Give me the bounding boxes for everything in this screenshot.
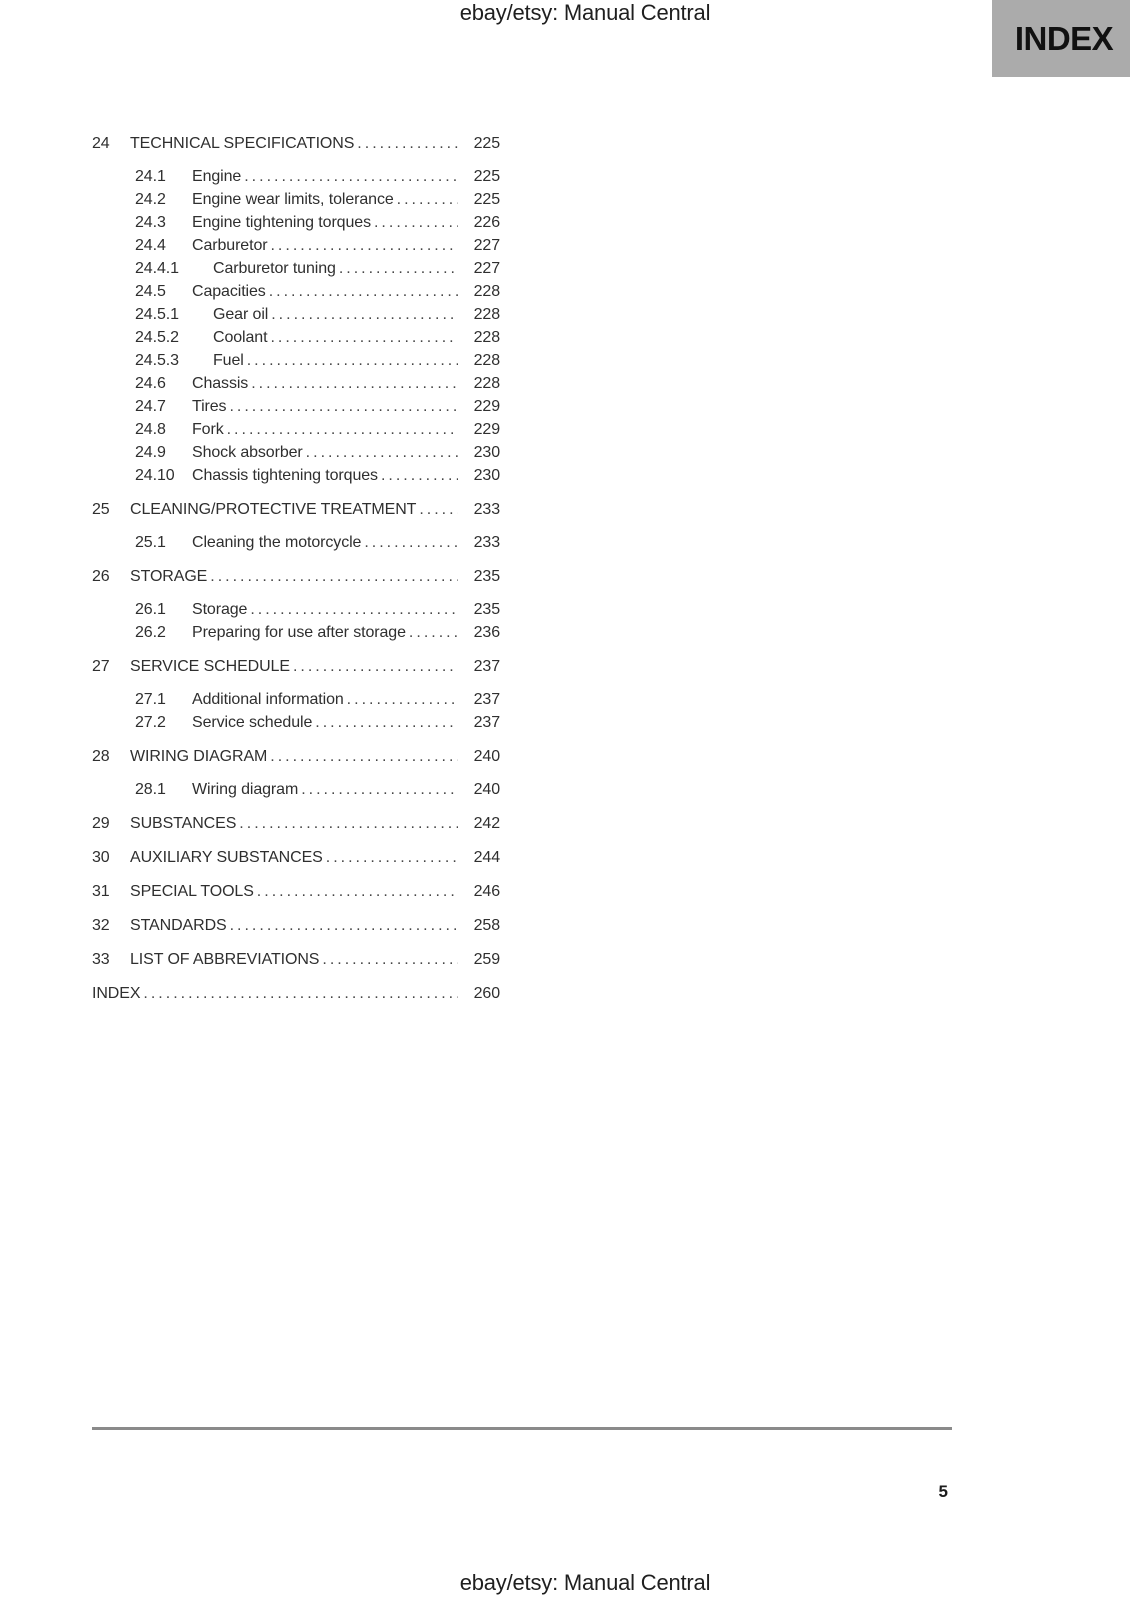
- toc-entry: [92, 498, 500, 521]
- toc-entry-number: 25.1: [135, 534, 166, 551]
- toc-entry: [92, 565, 500, 588]
- toc-entry-title: STORAGE: [130, 568, 208, 585]
- toc-entry-page: 226: [473, 214, 500, 231]
- toc-entry-title: Fork: [192, 421, 224, 438]
- toc-leader-dots: [315, 711, 458, 734]
- toc-leader-dots: [270, 326, 458, 349]
- toc-entry-title: Storage: [192, 601, 248, 618]
- toc-entry: [92, 188, 500, 211]
- toc-entry-number: 28.1: [135, 781, 166, 798]
- toc-entry: [92, 211, 500, 234]
- toc-entry: [92, 880, 500, 903]
- toc-entry-title: Chassis: [192, 375, 249, 392]
- toc-entry-page: 228: [473, 283, 500, 300]
- toc-leader-dots: [271, 303, 458, 326]
- toc-leader-dots: [326, 846, 458, 869]
- toc-entry-number: 24.5: [135, 283, 166, 300]
- toc-entry-title: INDEX: [92, 985, 141, 1002]
- toc-entry: [92, 948, 500, 971]
- toc-entry-page: 225: [473, 191, 500, 208]
- toc-entry-number: 26.1: [135, 601, 166, 618]
- toc-entry: [92, 745, 500, 768]
- toc-entry-number: 32: [92, 917, 110, 934]
- toc-entry: [92, 372, 500, 395]
- toc-entry-number: 29: [92, 815, 110, 832]
- toc-entry-page: 233: [473, 534, 500, 551]
- toc-entry-title: Wiring diagram: [192, 781, 299, 798]
- toc-entry: [92, 418, 500, 441]
- toc-entry-number: 27.1: [135, 691, 166, 708]
- toc-entry-number: 24.4.1: [135, 260, 179, 277]
- toc-entry-title: Cleaning the motorcycle: [192, 534, 362, 551]
- toc-entry-number: 24: [92, 135, 110, 152]
- toc-entry-page: 235: [473, 568, 500, 585]
- toc-leader-dots: [143, 982, 458, 1005]
- toc-entry-number: 24.1: [135, 168, 166, 185]
- toc-entry-page: 258: [473, 917, 500, 934]
- toc-entry-title: Shock absorber: [192, 444, 303, 461]
- toc-entry-title: Capacities: [192, 283, 266, 300]
- toc-leader-dots: [229, 395, 458, 418]
- index-tab-label: INDEX: [1014, 19, 1114, 57]
- toc-leader-dots: [306, 441, 458, 464]
- toc-leader-dots: [227, 418, 458, 441]
- toc-leader-dots: [322, 948, 458, 971]
- toc-entry-title: Fuel: [213, 352, 244, 369]
- toc-entry-title: Carburetor tuning: [213, 260, 336, 277]
- toc-leader-dots: [293, 655, 458, 678]
- toc-leader-dots: [251, 372, 458, 395]
- toc-entry: [92, 441, 500, 464]
- toc-entry-number: 24.9: [135, 444, 166, 461]
- toc-entry-title: SUBSTANCES: [130, 815, 237, 832]
- toc-entry-page: 227: [473, 260, 500, 277]
- header-watermark: ebay/etsy: Manual Central: [459, 0, 711, 25]
- toc-entry-title: LIST OF ABBREVIATIONS: [130, 951, 320, 968]
- toc-leader-dots: [230, 914, 458, 937]
- toc-entry-number: 27: [92, 658, 110, 675]
- toc-entry-page: 228: [473, 329, 500, 346]
- toc-entry-number: 24.6: [135, 375, 166, 392]
- toc-entry-number: 24.8: [135, 421, 166, 438]
- toc-entry: [92, 326, 500, 349]
- toc-entry-title: Chassis tightening torques: [192, 467, 378, 484]
- toc-entry-number: 24.10: [135, 467, 175, 484]
- toc-entry: [92, 132, 500, 155]
- toc-leader-dots: [374, 211, 458, 234]
- toc-entry-title: TECHNICAL SPECIFICATIONS: [130, 135, 355, 152]
- toc-entry-page: 240: [473, 781, 500, 798]
- toc-entry-page: 237: [473, 714, 500, 731]
- toc-entry-number: 28: [92, 748, 110, 765]
- toc-entry-page: 225: [473, 168, 500, 185]
- toc-entry-page: 230: [473, 444, 500, 461]
- footer-divider: [92, 1427, 952, 1430]
- toc-entry-page: 228: [473, 375, 500, 392]
- toc-entry-number: 31: [92, 883, 110, 900]
- toc-leader-dots: [270, 745, 458, 768]
- toc-entry-page: 237: [473, 658, 500, 675]
- toc-leader-dots: [339, 257, 458, 280]
- toc-entry: [92, 280, 500, 303]
- toc-entry: [92, 531, 500, 554]
- toc-entry-title: WIRING DIAGRAM: [130, 748, 268, 765]
- index-tab: [992, 0, 1130, 77]
- toc-leader-dots: [210, 565, 458, 588]
- toc-entry-page: 227: [473, 237, 500, 254]
- toc-entry-page: 260: [473, 985, 500, 1002]
- toc-entry-title: CLEANING/PROTECTIVE TREATMENT: [130, 501, 417, 518]
- toc-entry-number: 24.3: [135, 214, 166, 231]
- toc-entry-number: 25: [92, 501, 110, 518]
- toc-leader-dots: [419, 498, 458, 521]
- toc-entry-page: 228: [473, 352, 500, 369]
- toc-entry: [92, 303, 500, 326]
- toc-entry: [92, 846, 500, 869]
- toc-entry-title: Additional information: [192, 691, 344, 708]
- toc-entry-page: 244: [473, 849, 500, 866]
- toc-entry-page: 228: [473, 306, 500, 323]
- toc-leader-dots: [270, 234, 458, 257]
- toc-entry: [92, 655, 500, 678]
- toc-leader-dots: [250, 598, 458, 621]
- toc-entry-title: Tires: [192, 398, 227, 415]
- toc-entry-page: 236: [473, 624, 500, 641]
- toc-entry: [92, 914, 500, 937]
- toc-entry: [92, 711, 500, 734]
- toc-entry: [92, 464, 500, 487]
- toc-leader-dots: [257, 880, 458, 903]
- toc-entry-title: SPECIAL TOOLS: [130, 883, 254, 900]
- toc-entry-page: 230: [473, 467, 500, 484]
- toc-entry-title: Carburetor: [192, 237, 268, 254]
- toc-entry-page: 242: [473, 815, 500, 832]
- toc-leader-dots: [269, 280, 458, 303]
- toc-entry-title: Engine wear limits, tolerance: [192, 191, 394, 208]
- toc-leader-dots: [247, 349, 458, 372]
- toc-entry-page: 237: [473, 691, 500, 708]
- toc-entry: [92, 982, 500, 1005]
- toc-entry: [92, 257, 500, 280]
- footer-watermark: ebay/etsy: Manual Central: [459, 1570, 711, 1595]
- toc-entry-number: 24.7: [135, 398, 166, 415]
- toc-entry: [92, 395, 500, 418]
- toc-entry-number: 24.5.3: [135, 352, 179, 369]
- toc-entry-page: 229: [473, 398, 500, 415]
- toc-leader-dots: [301, 778, 458, 801]
- toc-entry: [92, 234, 500, 257]
- toc-entry-number: 24.2: [135, 191, 166, 208]
- toc-entry-number: 24.4: [135, 237, 166, 254]
- toc-entry-title: Service schedule: [192, 714, 313, 731]
- toc-entry: [92, 165, 500, 188]
- toc-leader-dots: [409, 621, 458, 644]
- toc-entry-title: Engine: [192, 168, 242, 185]
- toc-entry-title: AUXILIARY SUBSTANCES: [130, 849, 323, 866]
- toc-leader-dots: [397, 188, 458, 211]
- toc-entry-title: STANDARDS: [130, 917, 227, 934]
- toc-entry-title: Coolant: [213, 329, 268, 346]
- table-of-contents: [0, 0, 500, 1005]
- toc-leader-dots: [239, 812, 458, 835]
- toc-entry-number: 27.2: [135, 714, 166, 731]
- toc-entry: [92, 812, 500, 835]
- toc-entry-number: 26.2: [135, 624, 166, 641]
- toc-entry-page: 233: [473, 501, 500, 518]
- toc-entry-title: Gear oil: [213, 306, 269, 323]
- toc-leader-dots: [357, 132, 458, 155]
- toc-entry-title: Preparing for use after storage: [192, 624, 406, 641]
- toc-leader-dots: [381, 464, 458, 487]
- toc-entry: [92, 349, 500, 372]
- toc-leader-dots: [347, 688, 458, 711]
- toc-entry: [92, 688, 500, 711]
- page-number: 5: [938, 1482, 948, 1501]
- toc-entry: [92, 778, 500, 801]
- toc-entry-number: 26: [92, 568, 110, 585]
- toc-entry-number: 33: [92, 951, 110, 968]
- toc-entry-page: 235: [473, 601, 500, 618]
- toc-entry-page: 225: [473, 135, 500, 152]
- toc-entry-number: 30: [92, 849, 110, 866]
- toc-leader-dots: [244, 165, 458, 188]
- toc-entry-page: 246: [473, 883, 500, 900]
- toc-leader-dots: [364, 531, 458, 554]
- toc-entry: [92, 621, 500, 644]
- toc-entry-title: Engine tightening torques: [192, 214, 371, 231]
- toc-entry-title: SERVICE SCHEDULE: [130, 658, 290, 675]
- toc-entry-page: 259: [473, 951, 500, 968]
- toc-entry: [92, 598, 500, 621]
- toc-entry-number: 24.5.1: [135, 306, 179, 323]
- toc-entry-page: 229: [473, 421, 500, 438]
- toc-entry-page: 240: [473, 748, 500, 765]
- toc-entry-number: 24.5.2: [135, 329, 179, 346]
